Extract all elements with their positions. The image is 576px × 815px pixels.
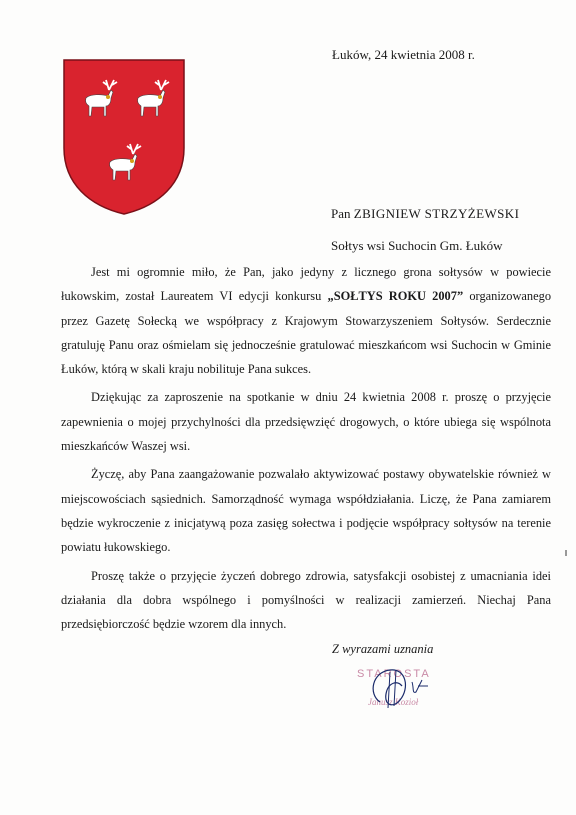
scan-mark [565, 550, 567, 556]
closing-phrase: Z wyrazami uznania [332, 642, 434, 656]
paragraph-1-end: organizowanego przez Gazetę Sołecką we współpracy z Krajowym Stowarzyszeniem Sołtysów. Serdecznie gratuluję Panu oraz ośmielam się jednocześnie gratulować mieszkańcom wsi Suchocin w Gminie Łuków, którą w skali kraju nobilituje Pana sukces. [61, 289, 552, 377]
coat-of-arms-icon [60, 56, 188, 216]
recipient-title: Sołtys wsi Suchocin Gm. Łuków [331, 238, 503, 253]
paragraph-1 [61, 260, 551, 381]
letter-date: Łuków, 24 kwietnia 2008 r. [332, 47, 475, 62]
paragraph-2: Dziękując za zaproszenie na spotkanie w dniu 24 kwietnia 2008 r. proszę o przyjęcie zapewnienia o mojej przychylności dla przedsięwzięć drogowych, o które ubiega się wspólnota mieszkańców Waszej wsi. [61, 390, 551, 454]
letter-body [61, 260, 551, 640]
contest-name: „SOŁTYS ROKU 2007” [327, 289, 464, 304]
recipient-salutation: Pan [331, 206, 351, 221]
recipient-block [331, 198, 519, 262]
stamp-name: Janusz Kozioł [368, 697, 419, 707]
paragraph-3: Życzę, aby Pana zaangażowanie pozwalało aktywizować postawy obywatelskie również w miejscowościach sąsiednich. Samorządność wymaga współdziałania. Liczę, że Pana zamiarem będzie wykroczenie z inicjatywą poza zasięg sołectwa i podjęcie współpracy sołtysów na terenie powiatu łukowskiego. [61, 467, 551, 555]
signature-icon [350, 664, 440, 712]
stamp-office: STAROSTA [357, 668, 431, 680]
recipient-name-line [331, 198, 519, 230]
paragraph-1-start: Jest mi ogromnie miło, że Pan, jako jedyny z licznego grona sołtysów w powiecie łukowskim, został Laureatem VI edycji konkursu [61, 265, 551, 304]
paragraph-4: Proszę także o przyjęcie życzeń dobrego zdrowia, satysfakcji osobistej z umacniania idei działania dla dobra wspólnego i pomyślności w realizacji zamierzeń. Niechaj Pana przedsiębiorczość będzie wzorem dla innych. [61, 568, 551, 632]
recipient-name: ZBIGNIEW STRZYŻEWSKI [353, 206, 520, 221]
